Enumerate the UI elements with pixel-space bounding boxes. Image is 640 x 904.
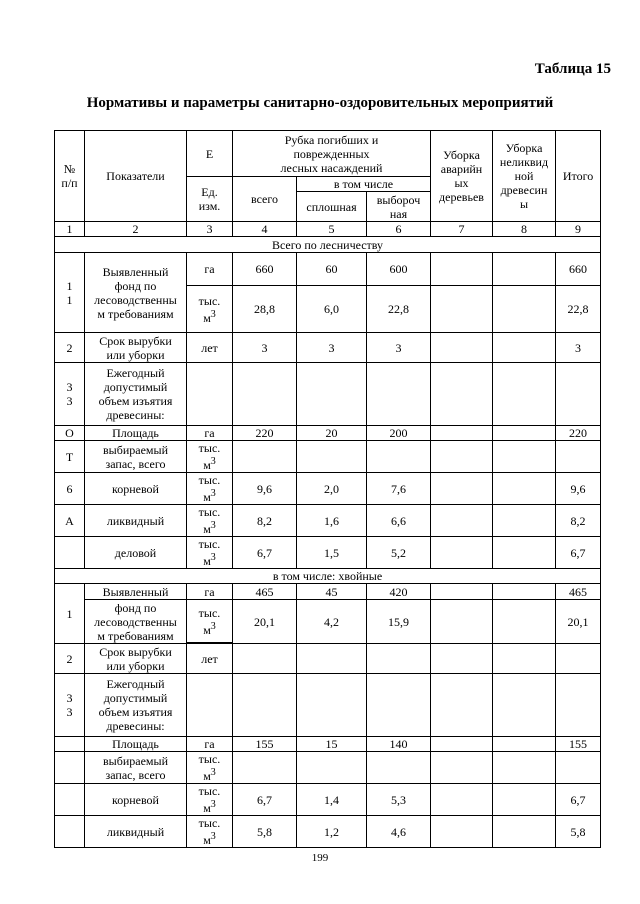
unit-cell: тыс. $м^3$ <box>187 784 233 816</box>
data-cell <box>556 752 601 784</box>
row-number: 2 <box>55 333 85 363</box>
empty-cell <box>297 674 367 737</box>
data-cell <box>493 584 556 600</box>
indicator-label: Выявленный фонд по лесоводственны м требованиям <box>85 253 187 333</box>
data-cell <box>431 473 493 505</box>
empty-cell <box>367 363 431 426</box>
data-cell <box>367 752 431 784</box>
data-cell: 200 <box>367 426 431 441</box>
data-cell: 1,4 <box>297 784 367 816</box>
data-cell <box>431 426 493 441</box>
data-cell <box>493 784 556 816</box>
empty-cell <box>367 674 431 737</box>
column-number: 3 <box>187 222 233 237</box>
indicator-label: Срок вырубки или уборки <box>85 644 187 674</box>
empty-cell <box>233 674 297 737</box>
data-cell: 6,0 <box>297 286 367 333</box>
data-cell <box>431 737 493 752</box>
row-number: 3 3 <box>55 363 85 426</box>
header-felling: Рубка погибших и поврежденных лесных насаждений <box>233 131 431 177</box>
header-unit: Ед. изм. <box>187 177 233 222</box>
header-selective: выбороч ная <box>367 192 431 222</box>
data-cell: 6,7 <box>556 784 601 816</box>
data-cell: 3 <box>556 333 601 363</box>
data-cell <box>431 644 493 674</box>
indicator-label: ликвидный <box>85 505 187 537</box>
row-number: Т <box>55 441 85 473</box>
data-cell <box>431 286 493 333</box>
data-cell: 20 <box>297 426 367 441</box>
header-nonliquid-wood: Уборка неликвид ной древесин ы <box>493 131 556 222</box>
data-cell: 465 <box>233 584 297 600</box>
data-cell <box>297 441 367 473</box>
indicator-label: фонд по лесоводственны м требованиям <box>85 600 187 644</box>
data-cell: 20,1 <box>556 600 601 644</box>
row-number <box>55 816 85 848</box>
data-cell <box>556 441 601 473</box>
empty-cell <box>431 363 493 426</box>
indicator-label: ликвидный <box>85 816 187 848</box>
row-number: 2 <box>55 644 85 674</box>
section-title: Всего по лесничеству <box>55 237 601 253</box>
section-title: в том числе: хвойные <box>55 569 601 584</box>
data-cell: 6,6 <box>367 505 431 537</box>
data-cell <box>493 426 556 441</box>
column-number: 1 <box>55 222 85 237</box>
data-cell <box>493 333 556 363</box>
header-felling-total: всего <box>233 177 297 222</box>
norms-table <box>54 130 601 848</box>
data-cell: 465 <box>556 584 601 600</box>
data-cell: 420 <box>367 584 431 600</box>
data-cell <box>233 644 297 674</box>
data-cell: 5,3 <box>367 784 431 816</box>
data-cell: 140 <box>367 737 431 752</box>
data-cell: 22,8 <box>367 286 431 333</box>
data-cell <box>493 644 556 674</box>
unit-cell: тыс. $м^3$ <box>187 816 233 848</box>
data-cell: 9,6 <box>233 473 297 505</box>
data-cell <box>431 816 493 848</box>
header-emergency-trees: Уборка аварийн ых деревьев <box>431 131 493 222</box>
row-number: 6 <box>55 473 85 505</box>
data-cell: 8,2 <box>233 505 297 537</box>
empty-cell <box>493 363 556 426</box>
data-cell: 7,6 <box>367 473 431 505</box>
data-cell <box>556 644 601 674</box>
data-cell <box>431 784 493 816</box>
column-number: 8 <box>493 222 556 237</box>
data-cell: 5,8 <box>233 816 297 848</box>
data-cell: 1,2 <box>297 816 367 848</box>
unit-cell: га <box>187 426 233 441</box>
unit-cell: лет <box>187 644 233 674</box>
data-cell: 3 <box>233 333 297 363</box>
indicator-label: деловой <box>85 537 187 569</box>
column-number: 2 <box>85 222 187 237</box>
data-cell: 15,9 <box>367 600 431 644</box>
data-cell <box>493 737 556 752</box>
row-number: 1 <box>55 584 85 644</box>
data-cell: 6,7 <box>556 537 601 569</box>
data-cell: 5,8 <box>556 816 601 848</box>
data-cell: 220 <box>556 426 601 441</box>
empty-cell <box>187 674 233 737</box>
data-cell <box>493 505 556 537</box>
data-cell: 660 <box>233 253 297 286</box>
data-cell: 1,6 <box>297 505 367 537</box>
data-cell: 4,2 <box>297 600 367 644</box>
data-cell <box>431 253 493 286</box>
data-cell <box>493 600 556 644</box>
unit-cell: тыс. $м^3$ <box>187 286 233 333</box>
row-number: А <box>55 505 85 537</box>
data-cell: 600 <box>367 253 431 286</box>
data-cell <box>493 537 556 569</box>
data-cell <box>493 441 556 473</box>
data-cell: 155 <box>556 737 601 752</box>
data-cell: 2,0 <box>297 473 367 505</box>
document-title: Нормативы и параметры санитарно-оздоровительных мероприятий <box>86 95 554 111</box>
column-number: 9 <box>556 222 601 237</box>
unit-cell: тыс. $м^3$ <box>187 537 233 569</box>
data-cell: 20,1 <box>233 600 297 644</box>
column-number: 7 <box>431 222 493 237</box>
data-cell: 155 <box>233 737 297 752</box>
indicator-label: корневой <box>85 784 187 816</box>
unit-cell: га <box>187 253 233 286</box>
data-cell: 60 <box>297 253 367 286</box>
data-cell <box>431 441 493 473</box>
data-cell: 22,8 <box>556 286 601 333</box>
empty-cell <box>431 674 493 737</box>
data-cell: 3 <box>367 333 431 363</box>
unit-cell: тыс. $м^3$ <box>187 441 233 473</box>
data-cell: 1,5 <box>297 537 367 569</box>
empty-cell <box>233 363 297 426</box>
data-cell: 660 <box>556 253 601 286</box>
data-cell <box>431 584 493 600</box>
header-num: № п/п <box>55 131 85 222</box>
row-number <box>55 752 85 784</box>
empty-cell <box>297 363 367 426</box>
data-cell <box>493 286 556 333</box>
data-cell: 3 <box>297 333 367 363</box>
data-cell <box>233 752 297 784</box>
data-cell <box>493 253 556 286</box>
header-indicator: Показатели <box>85 131 187 222</box>
row-number <box>55 784 85 816</box>
indicator-label: Площадь <box>85 737 187 752</box>
indicator-label: Выявленный <box>85 584 187 600</box>
data-cell: 5,2 <box>367 537 431 569</box>
indicator-label: Срок вырубки или уборки <box>85 333 187 363</box>
data-cell <box>431 333 493 363</box>
data-cell: 9,6 <box>556 473 601 505</box>
data-cell: 4,6 <box>367 816 431 848</box>
row-number: 1 1 <box>55 253 85 333</box>
empty-cell <box>556 363 601 426</box>
unit-cell: тыс. $м^3$ <box>187 752 233 784</box>
column-number: 6 <box>367 222 431 237</box>
data-cell <box>431 600 493 644</box>
unit-cell: тыс. $м^3$ <box>187 600 233 643</box>
data-cell <box>233 441 297 473</box>
header-solid: сплошная <box>297 192 367 222</box>
unit-cell: га <box>187 584 233 600</box>
row-number <box>55 737 85 752</box>
header-unit-top: Е <box>187 131 233 177</box>
row-number: О <box>55 426 85 441</box>
data-cell: 220 <box>233 426 297 441</box>
indicator-label: Ежегодный допустимый объем изъятия древесины: <box>85 674 187 737</box>
table-label: Таблица 15 <box>534 61 611 77</box>
data-cell: 15 <box>297 737 367 752</box>
empty-cell <box>556 674 601 737</box>
data-cell <box>297 752 367 784</box>
header-total: Итого <box>556 131 601 222</box>
data-cell <box>297 644 367 674</box>
column-number: 5 <box>297 222 367 237</box>
unit-cell: тыс. $м^3$ <box>187 473 233 505</box>
data-cell: 6,7 <box>233 537 297 569</box>
indicator-label: Ежегодный допустимый объем изъятия древесины: <box>85 363 187 426</box>
empty-cell <box>493 674 556 737</box>
data-cell <box>431 752 493 784</box>
column-number: 4 <box>233 222 297 237</box>
empty-cell <box>187 363 233 426</box>
row-number <box>55 537 85 569</box>
data-cell <box>493 473 556 505</box>
header-including: в том числе <box>297 177 431 192</box>
data-cell <box>431 505 493 537</box>
data-cell <box>493 816 556 848</box>
data-cell <box>367 441 431 473</box>
unit-cell: тыс. $м^3$ <box>187 505 233 537</box>
unit-cell: лет <box>187 333 233 363</box>
indicator-label: выбираемый запас, всего <box>85 752 187 784</box>
indicator-label: корневой <box>85 473 187 505</box>
data-cell: 28,8 <box>233 286 297 333</box>
data-cell: 8,2 <box>556 505 601 537</box>
data-cell <box>493 752 556 784</box>
data-cell <box>367 644 431 674</box>
row-number: 3 3 <box>55 674 85 737</box>
page-number: 199 <box>311 852 329 864</box>
data-cell: 6,7 <box>233 784 297 816</box>
indicator-label: выбираемый запас, всего <box>85 441 187 473</box>
indicator-label: Площадь <box>85 426 187 441</box>
unit-cell: га <box>187 737 233 752</box>
data-cell <box>431 537 493 569</box>
data-cell: 45 <box>297 584 367 600</box>
